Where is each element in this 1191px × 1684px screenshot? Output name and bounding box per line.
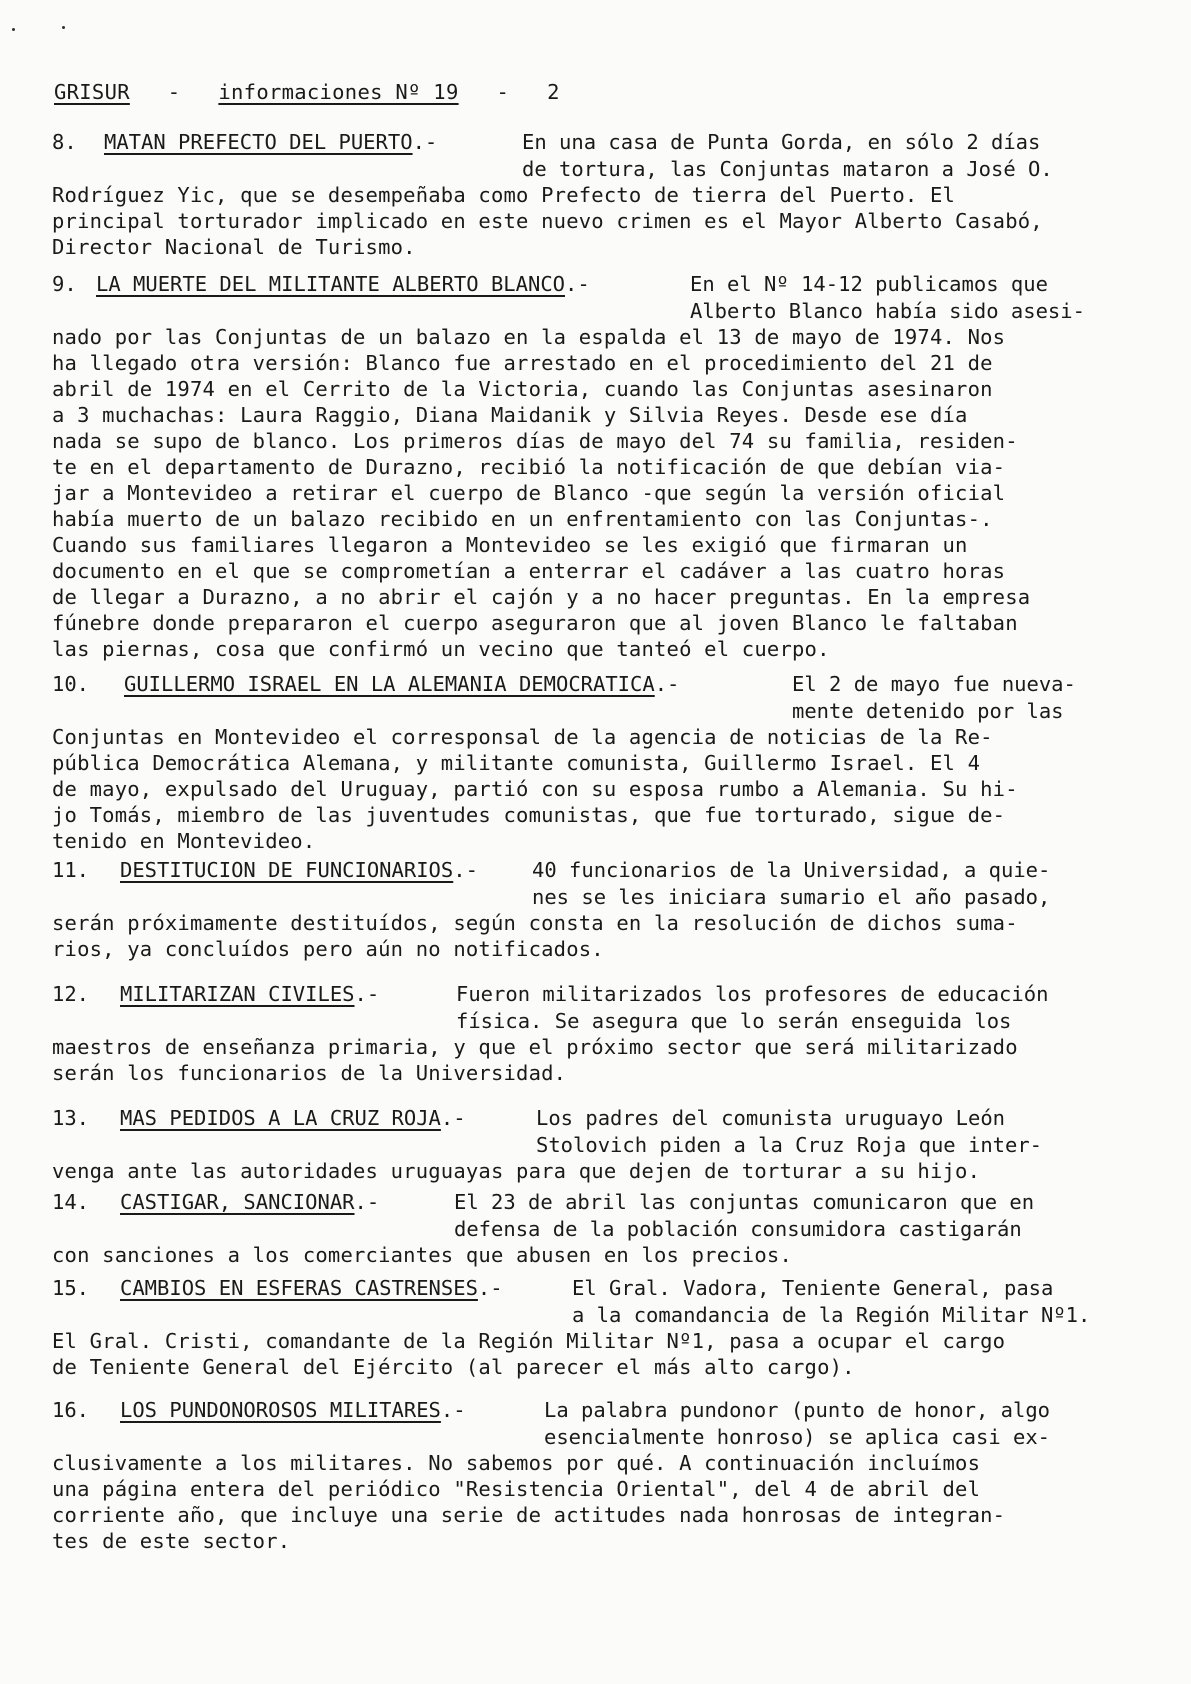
- item-body-line: a 3 muchachas: Laura Raggio, Diana Maidanik y Silvia Reyes. Desde ese día: [52, 403, 968, 427]
- item-title-dash: .-: [477, 1276, 503, 1300]
- item-body-line: corriente año, que incluye una serie de actitudes nada honrosas de integran-: [52, 1503, 1006, 1527]
- item-body-line: con sanciones a los comerciantes que abusen en los precios.: [52, 1243, 792, 1267]
- item-title: GUILLERMO ISRAEL EN LA ALEMANIA DEMOCRATICA: [124, 672, 655, 696]
- item-title-group: [120, 982, 379, 1006]
- item-title-dash: .-: [453, 858, 478, 882]
- item-body-line: fúnebre donde prepararon el cuerpo aseguraron que al joven Blanco le faltaban: [52, 611, 1018, 635]
- item-heading-line: [52, 982, 1142, 1008]
- item-indented-line: de tortura, las Conjuntas mataron a José O.: [522, 157, 1053, 181]
- item-body-line: El Gral. Cristi, comandante de la Región Militar Nº1, pasa a ocupar el cargo: [52, 1329, 1006, 1353]
- item-body-line: documento en el que se comprometían a enterrar el cadáver a las cuatro horas: [52, 559, 1006, 583]
- item-lead-text: La palabra pundonor (punto de honor, algo: [544, 1398, 1051, 1422]
- item-title-dash: .-: [654, 672, 680, 696]
- scan-speck: [62, 26, 65, 29]
- item-body-line: Cuando sus familiares llegaron a Montevideo se les exigió que firmaran un: [52, 533, 968, 557]
- news-item: [52, 272, 1142, 662]
- item-heading-line: [52, 130, 1142, 156]
- news-item: [52, 672, 1142, 854]
- item-body-line: de Teniente General del Ejército (al parecer el más alto cargo).: [52, 1355, 855, 1379]
- item-lead-text: En una casa de Punta Gorda, en sólo 2 días: [522, 130, 1041, 154]
- item-title-dash: .-: [440, 1106, 466, 1130]
- item-body-line: Conjuntas en Montevideo el corresponsal de la agencia de noticias de la Re-: [52, 725, 993, 749]
- item-body-line: serán los funcionarios de la Universidad.: [52, 1061, 567, 1085]
- item-number: 9.: [52, 272, 77, 296]
- item-lead-text: En el Nº 14-12 publicamos que: [690, 272, 1048, 296]
- item-number: 14.: [52, 1190, 90, 1214]
- item-heading-line: [52, 1398, 1142, 1424]
- item-title-dash: .-: [412, 130, 438, 154]
- item-lead-text: El 2 de mayo fue nueva-: [792, 672, 1076, 696]
- item-body-line: maestros de enseñanza primaria, y que el próximo sector que será militarizado: [52, 1035, 1018, 1059]
- issue-label: informaciones Nº 19: [218, 80, 459, 104]
- page-number: 2: [547, 80, 560, 104]
- item-body-line: venga ante las autoridades uruguayas para que dejen de torturar a su hijo.: [52, 1159, 981, 1183]
- item-title-group: [104, 130, 437, 154]
- item-indented-line: física. Se asegura que lo serán enseguida los: [456, 1009, 1012, 1033]
- item-body-line: te en el departamento de Durazno, recibió la notificación de que debían via-: [52, 455, 1006, 479]
- item-title-group: [96, 272, 590, 296]
- item-title-group: [120, 1190, 379, 1214]
- item-title: CAMBIOS EN ESFERAS CASTRENSES: [120, 1276, 478, 1300]
- publication-name: GRISUR: [54, 80, 130, 104]
- news-item: [52, 1190, 1142, 1268]
- item-title: DESTITUCION DE FUNCIONARIOS: [120, 858, 454, 882]
- item-body-line: principal torturador implicado en este nuevo crimen es el Mayor Alberto Casabó,: [52, 209, 1043, 233]
- item-indented-line: Stolovich piden a la Cruz Roja que inter-: [536, 1133, 1043, 1157]
- news-item: [52, 1398, 1142, 1554]
- news-item: [52, 1276, 1142, 1380]
- item-number: 10.: [52, 672, 90, 696]
- item-title-group: [120, 1398, 466, 1422]
- item-body-line: tes de este sector.: [52, 1529, 291, 1553]
- item-body-line: había muerto de un balazo recibido en un enfrentamiento con las Conjuntas-.: [52, 507, 993, 531]
- item-title-group: [124, 672, 679, 696]
- item-title-group: [120, 1276, 503, 1300]
- item-body-line: jo Tomás, miembro de las juventudes comunistas, que fue torturado, sigue de-: [52, 803, 1006, 827]
- item-number: 15.: [52, 1276, 90, 1300]
- item-body-line: Director Nacional de Turismo.: [52, 235, 416, 259]
- item-number: 8.: [52, 130, 77, 154]
- item-number: 11.: [52, 858, 90, 882]
- item-body-line: de mayo, expulsado del Uruguay, partió con su esposa rumbo a Alemania. Su hi-: [52, 777, 1018, 801]
- header-separator: -: [167, 80, 181, 104]
- news-item: [52, 858, 1142, 962]
- item-body-line: jar a Montevideo a retirar el cuerpo de Blanco -que según la versión oficial: [52, 481, 1006, 505]
- item-title-dash: .-: [440, 1398, 466, 1422]
- item-title-dash: .-: [354, 1190, 380, 1214]
- item-lead-text: 40 funcionarios de la Universidad, a quie-: [532, 858, 1051, 882]
- item-title-group: [120, 858, 478, 882]
- item-lead-text: El 23 de abril las conjuntas comunicaron que en: [454, 1190, 1035, 1214]
- item-body-line: abril de 1974 en el Cerrito de la Victoria, cuando las Conjuntas asesinaron: [52, 377, 993, 401]
- item-indented-line: esencialmente honroso) se aplica casi ex-: [544, 1425, 1051, 1449]
- item-indented-line: mente detenido por las: [792, 699, 1064, 723]
- item-body-line: rios, ya concluídos pero aún no notificados.: [52, 937, 604, 961]
- item-body-line: una página entera del periódico "Resistencia Oriental", del 4 de abril del: [52, 1477, 981, 1501]
- item-heading-line: [52, 1106, 1142, 1132]
- news-item: [52, 982, 1142, 1086]
- item-title-dash: .-: [565, 272, 590, 296]
- page-header: [54, 80, 560, 104]
- item-indented-line: nes se les iniciara sumario el año pasado,: [532, 885, 1051, 909]
- item-body-line: de llegar a Durazno, a no abrir el cajón y a no hacer preguntas. En la empresa: [52, 585, 1031, 609]
- item-title: MILITARIZAN CIVILES: [120, 982, 355, 1006]
- header-separator: -: [496, 80, 510, 104]
- item-title: LOS PUNDONOROSOS MILITARES: [120, 1398, 441, 1422]
- item-title: LA MUERTE DEL MILITANTE ALBERTO BLANCO: [96, 272, 565, 296]
- item-number: 13.: [52, 1106, 90, 1130]
- item-indented-line: Alberto Blanco había sido asesi-: [690, 299, 1085, 323]
- item-heading-line: [52, 672, 1142, 698]
- scan-speck: [12, 28, 15, 31]
- item-lead-text: El Gral. Vadora, Teniente General, pasa: [572, 1276, 1054, 1300]
- item-title: MATAN PREFECTO DEL PUERTO: [104, 130, 413, 154]
- item-lead-text: Fueron militarizados los profesores de educación: [456, 982, 1049, 1006]
- news-item: [52, 1106, 1142, 1184]
- item-body-line: ha llegado otra versión: Blanco fue arrestado en el procedimiento del 21 de: [52, 351, 993, 375]
- item-body-line: nado por las Conjuntas de un balazo en la espalda el 13 de mayo de 1974. Nos: [52, 325, 1006, 349]
- item-indented-line: defensa de la población consumidora castigarán: [454, 1217, 1022, 1241]
- item-heading-line: [52, 1190, 1142, 1216]
- item-body-line: nada se supo de blanco. Los primeros días de mayo del 74 su familia, residen-: [52, 429, 1018, 453]
- news-item: [52, 130, 1142, 260]
- item-body-line: clusivamente a los militares. No sabemos por qué. A continuación incluímos: [52, 1451, 981, 1475]
- item-body-line: pública Democrática Alemana, y militante comunista, Guillermo Israel. El 4: [52, 751, 981, 775]
- item-body-line: tenido en Montevideo.: [52, 829, 316, 853]
- item-heading-line: [52, 1276, 1142, 1302]
- item-body-line: Rodríguez Yic, que se desempeñaba como Prefecto de tierra del Puerto. El: [52, 183, 956, 207]
- item-title: CASTIGAR, SANCIONAR: [120, 1190, 355, 1214]
- item-number: 12.: [52, 982, 90, 1006]
- item-title: MAS PEDIDOS A LA CRUZ ROJA: [120, 1106, 441, 1130]
- item-lead-text: Los padres del comunista uruguayo León: [536, 1106, 1005, 1130]
- item-title-dash: .-: [354, 982, 380, 1006]
- item-heading-line: [52, 858, 1142, 884]
- item-number: 16.: [52, 1398, 90, 1422]
- item-indented-line: a la comandancia de la Región Militar Nº1.: [572, 1303, 1091, 1327]
- item-body-line: las piernas, cosa que confirmó un vecino que tanteó el cuerpo.: [52, 637, 830, 661]
- item-title-group: [120, 1106, 466, 1130]
- item-body-line: serán próximamente destituídos, según consta en la resolución de dichos suma-: [52, 911, 1018, 935]
- item-heading-line: [52, 272, 1142, 298]
